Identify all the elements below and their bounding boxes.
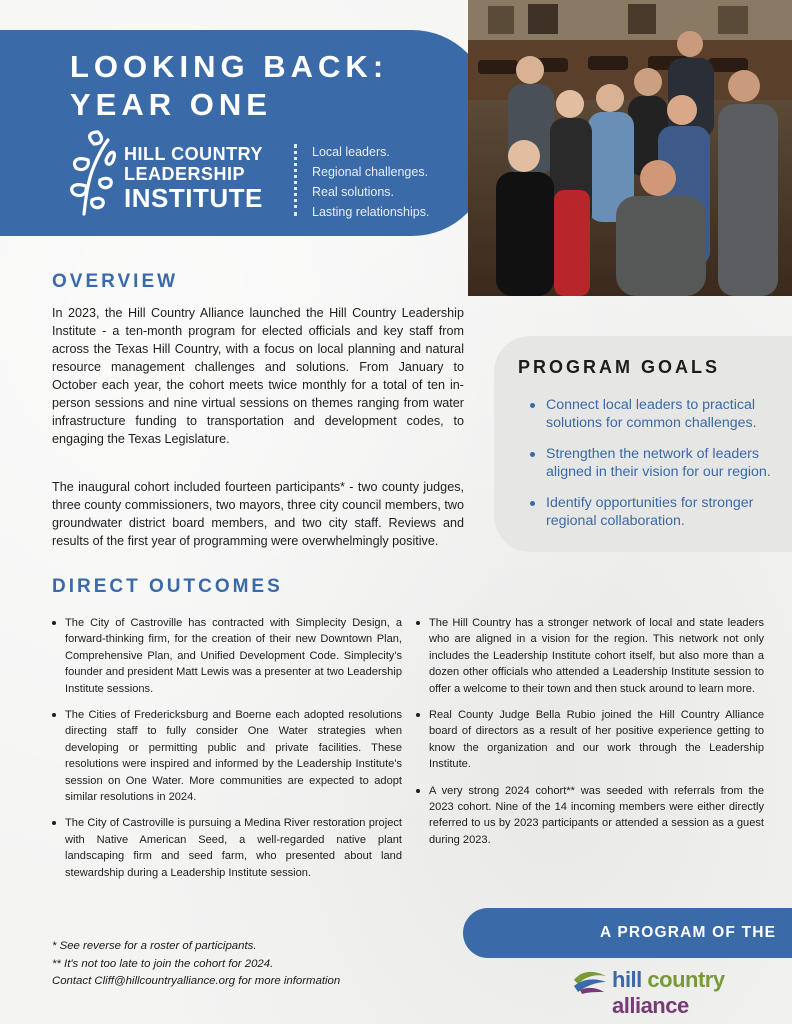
outcome-item: The Hill Country has a stronger network of local and state leaders who are aligned in a vision for the region. This network not only includes the Leadership Institute cohort itself, but also more than a dozen other officials who attended a Leadership Institute session to offer a welcome to their town and then stuck around to learn more. [416, 615, 764, 697]
tagline: Local leaders. [312, 145, 390, 159]
cohort-group-photo [468, 0, 792, 296]
program-goals-list [528, 396, 778, 543]
outcomes-left-column [52, 615, 402, 891]
goal-item: Identify opportunities for stronger regional collaboration. [528, 494, 778, 530]
hill-country-alliance-logo-icon [572, 966, 608, 996]
institute-logo-text [124, 144, 263, 212]
wordmark-alliance: alliance [612, 993, 689, 1018]
goal-item: Connect local leaders to practical solutions for common challenges. [528, 396, 778, 432]
wordmark-hill: hill [612, 967, 642, 992]
leaf-logo-icon [66, 130, 116, 216]
outcome-item: The City of Castroville has contracted with Simplecity Design, a forward-thinking firm, for the creation of their new Downtown Plan, Comprehensive Plan, and Unified Development Code. Simplecity's founder and president Matt Lewis was a presenter at two Leadership Institute sessions. [52, 615, 402, 697]
overview-paragraph: In 2023, the Hill Country Alliance launched the Hill Country Leadership Institute - a ten-month program for elected officials and key staff from across the Texas Hill Country, with a focus on local planning and natural resource management challenges and solutions. From January to October each year, the cohort meets twice monthly for a total of ten in-person sessions and nine virtual sessions on themes ranging from water infrastructure funding to transportation and development codes, to engaging the Texas Legislature. [52, 306, 464, 446]
footnote: ** It's not too late to join the cohort for 2024. [52, 957, 274, 970]
outcome-item: The Cities of Fredericksburg and Boerne each adopted resolutions directing staff to fully consider One Water strategies when developing or permitting public and private facilities. These resolutions were inspired and informed by the Leadership Institute's session on One Water. More communities are expected to adopt similar resolutions in 2024. [52, 707, 402, 805]
hill-country-alliance-wordmark [612, 967, 792, 1019]
logo-line-2: LEADERSHIP [124, 164, 246, 184]
program-of-label: A PROGRAM OF THE [600, 924, 777, 941]
program-goals-heading: PROGRAM GOALS [518, 357, 721, 377]
title-line-2: YEAR ONE [70, 87, 272, 122]
footnote-contact: Contact Cliff@hillcountryalliance.org for more information [52, 975, 341, 987]
page-title [70, 48, 388, 124]
outcomes-right-column [416, 615, 764, 858]
outcome-item: Real County Judge Bella Rubio joined the Hill Country Alliance board of directors as a result of her positive experience getting to know the organization and our work through the Leadership Institute. [416, 707, 764, 773]
direct-outcomes-heading: DIRECT OUTCOMES [52, 576, 283, 597]
logo-line-1: HILL COUNTRY [124, 144, 263, 164]
overview-heading: OVERVIEW [52, 271, 179, 292]
tagline: Lasting relationships. [312, 205, 430, 219]
goal-item: Strengthen the network of leaders aligned in their vision for our region. [528, 445, 778, 481]
tagline: Real solutions. [312, 185, 394, 199]
overview-paragraph: The inaugural cohort included fourteen participants* - two county judges, three county commissioners, two mayors, three city council members, two groundwater district board members, and two city staff. Reviews and results of the first year of programming were overwhelmingly positive. [52, 480, 464, 548]
outcome-item: The City of Castroville is pursuing a Medina River restoration project with Native American Seed, a well-regarded native plant landscaping firm and seed farm, who presented about land stewardship during a Leadership Institute session. [52, 815, 402, 881]
title-line-1: LOOKING BACK: [70, 49, 389, 84]
logo-divider [294, 144, 297, 216]
outcome-item: A very strong 2024 cohort** was seeded with referrals from the 2023 cohort. Nine of the 14 incoming members were either directly referred to us by 2023 participants or attended a session as a guest during 2023. [416, 783, 764, 849]
taglines [312, 142, 429, 222]
footnotes [52, 938, 340, 991]
tagline: Regional challenges. [312, 165, 429, 179]
logo-line-3: INSTITUTE [124, 183, 263, 213]
footnote: * See reverse for a roster of participants. [52, 940, 257, 952]
wordmark-country: country [647, 967, 725, 992]
